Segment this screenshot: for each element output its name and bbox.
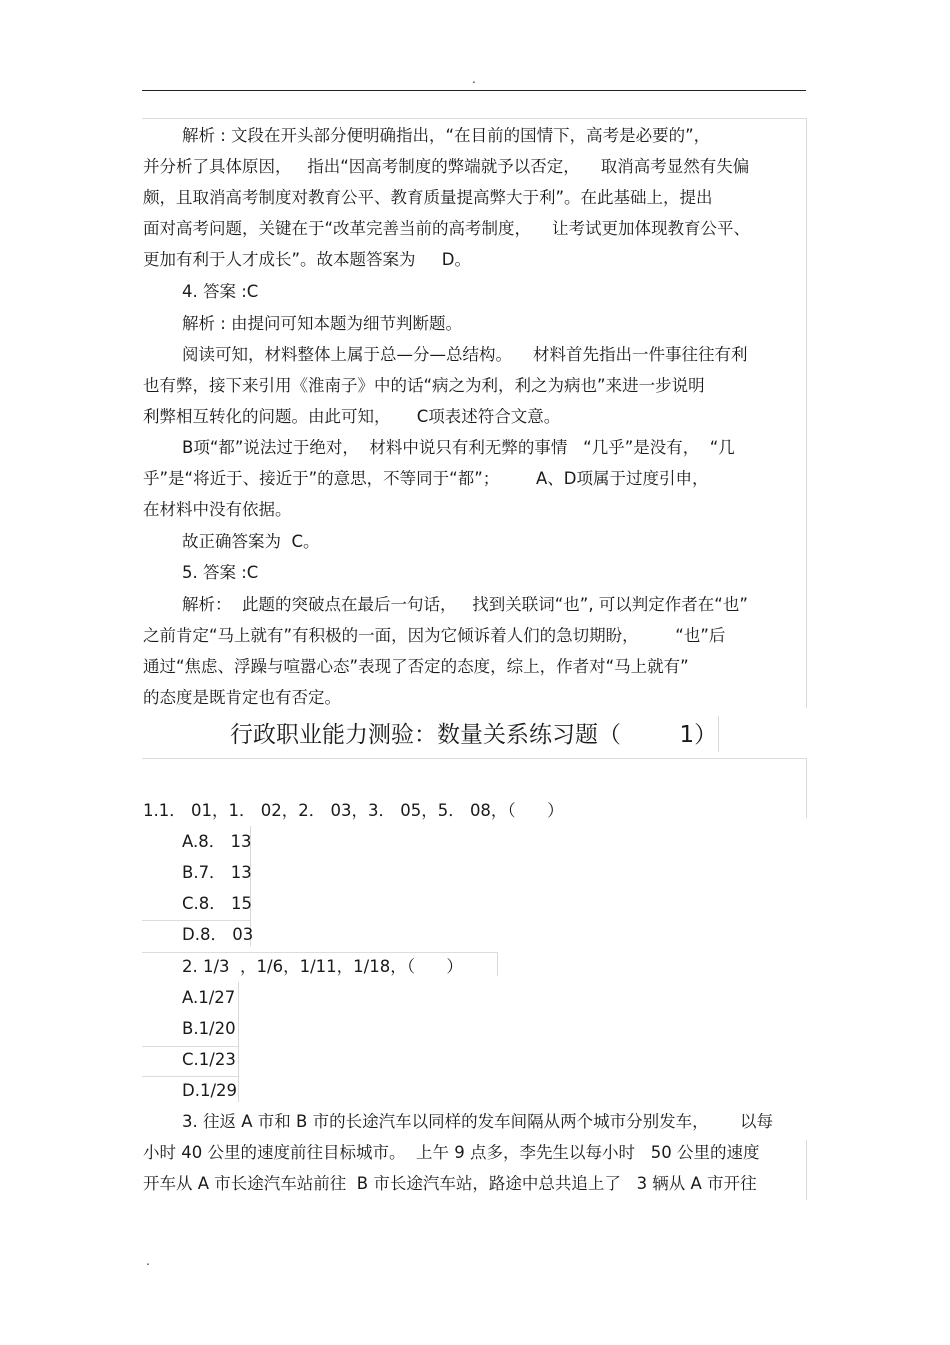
- quant-q1-option-d: D.8． 03: [182, 925, 254, 944]
- q2-options-sep-2: [142, 1076, 238, 1077]
- quant-q2-stem: 2. 1/3 ，1/6，1/11，1/18，（ ）: [182, 957, 463, 976]
- footer-mark: .: [146, 1254, 150, 1268]
- quant-q3-line-3: 开车从 A 市长途汽车站前往 B 市长途汽车站，路途中总共追上了 3 辆从 A 市开往: [143, 1174, 757, 1193]
- quant-q1-option-b: B.7． 13: [182, 863, 252, 882]
- title-cell-line: [718, 716, 719, 752]
- quant-q3-line-2: 小时 40 公里的速度前往目标城市。 上午 9 点多，李先生以每小时 50 公里的速度: [143, 1143, 760, 1162]
- analysis-q3-line-1: 解析 : 文段在开头部分便明确指出，“在目前的国情下，高考是必要的”，: [182, 126, 711, 145]
- q4-para1-line-3: 利弊相互转化的问题。由此可知， C项表述符合文意。: [143, 407, 561, 426]
- frame-line-right: [806, 118, 807, 708]
- quant-q1-option-a: A.8． 13: [182, 832, 252, 851]
- q1-cell-top: [142, 758, 806, 759]
- quant-q1-stem: 1.1． 01，1． 02，2． 03，3． 05，5． 08，（ ）: [143, 801, 564, 820]
- analysis-q3-line-5: 更加有利于人才成长”。故本题答案为 D。: [143, 250, 471, 269]
- q4-analysis: 解析 : 由提问可知本题为细节判断题。: [182, 314, 463, 333]
- frame-line-top: [142, 118, 806, 119]
- q1-options-sep: [142, 920, 250, 921]
- quant-q1-option-c: C.8． 15: [182, 894, 253, 913]
- analysis-q3-line-2: 并分析了具体原因， 指出“因高考制度的弊端就予以否定， 取消高考显然有失偏: [143, 157, 750, 176]
- q5-analysis-line-3: 通过“焦虑、浮躁与喧嚣心态”表现了否定的态度，综上，作者对“马上就有”: [143, 657, 689, 676]
- q2-stem-right: [497, 952, 498, 976]
- section-title: 行政职业能力测验：数量关系练习题（ 1）: [230, 722, 718, 748]
- quant-q2-option-b: B.1/20: [182, 1019, 236, 1038]
- quant-q3-line-1: 3. 往返 A 市和 B 市的长途汽车以同样的发车间隔从两个城市分别发车， 以每: [182, 1112, 774, 1131]
- q2-stem-top: [142, 952, 497, 953]
- q4-conclusion: 故正确答案为 C。: [182, 532, 320, 551]
- q4-answer: 4. 答案 :C: [182, 282, 259, 301]
- quant-q2-option-c: C.1/23: [182, 1050, 236, 1069]
- q3-cell-right: [806, 1140, 807, 1200]
- q5-analysis-line-4: 的态度是既肯定也有否定。: [143, 688, 341, 707]
- analysis-q3-line-4: 面对高考问题，关键在于“改革完善当前的高考制度， 让考试更加体现教育公平、: [143, 219, 751, 238]
- q1-cell-right: [806, 758, 807, 818]
- q2-options-sep-1: [142, 1046, 238, 1047]
- header-mark: .: [472, 72, 476, 86]
- header-rule: [142, 90, 806, 91]
- quant-q2-option-d: D.1/29: [182, 1081, 238, 1100]
- q4-para2-line-1: B项“都”说法过于绝对， 材料中说只有利无弊的事情 “几乎”是没有， “几: [182, 438, 735, 457]
- analysis-q3-line-3: 颇，且取消高考制度对教育公平、教育质量提高弊大于利”。在此基础上，提出: [143, 188, 713, 207]
- q5-answer: 5. 答案 :C: [182, 563, 259, 582]
- q4-para1-line-1: 阅读可知，材料整体上属于总—分—总结构。 材料首先指出一件事往往有利: [182, 345, 748, 364]
- q4-para2-line-2: 乎”是“将近于、接近于”的意思，不等同于“都”； A、D项属于过度引申，: [143, 469, 709, 488]
- q4-para2-line-3: 在材料中没有依据。: [143, 500, 292, 519]
- q5-analysis-line-1: 解析： 此题的突破点在最后一句话， 找到关联词“也”, 可以判定作者在“也”: [182, 595, 748, 614]
- q4-para1-line-2: 也有弊，接下来引用《淮南子》中的话“病之为利，利之为病也”来进一步说明: [143, 376, 705, 395]
- quant-q2-option-a: A.1/27: [182, 988, 236, 1007]
- q5-analysis-line-2: 之前肯定“马上就有”有积极的一面，因为它倾诉着人们的急切期盼， “也”后: [143, 626, 726, 645]
- q2-options-line: [238, 982, 239, 1102]
